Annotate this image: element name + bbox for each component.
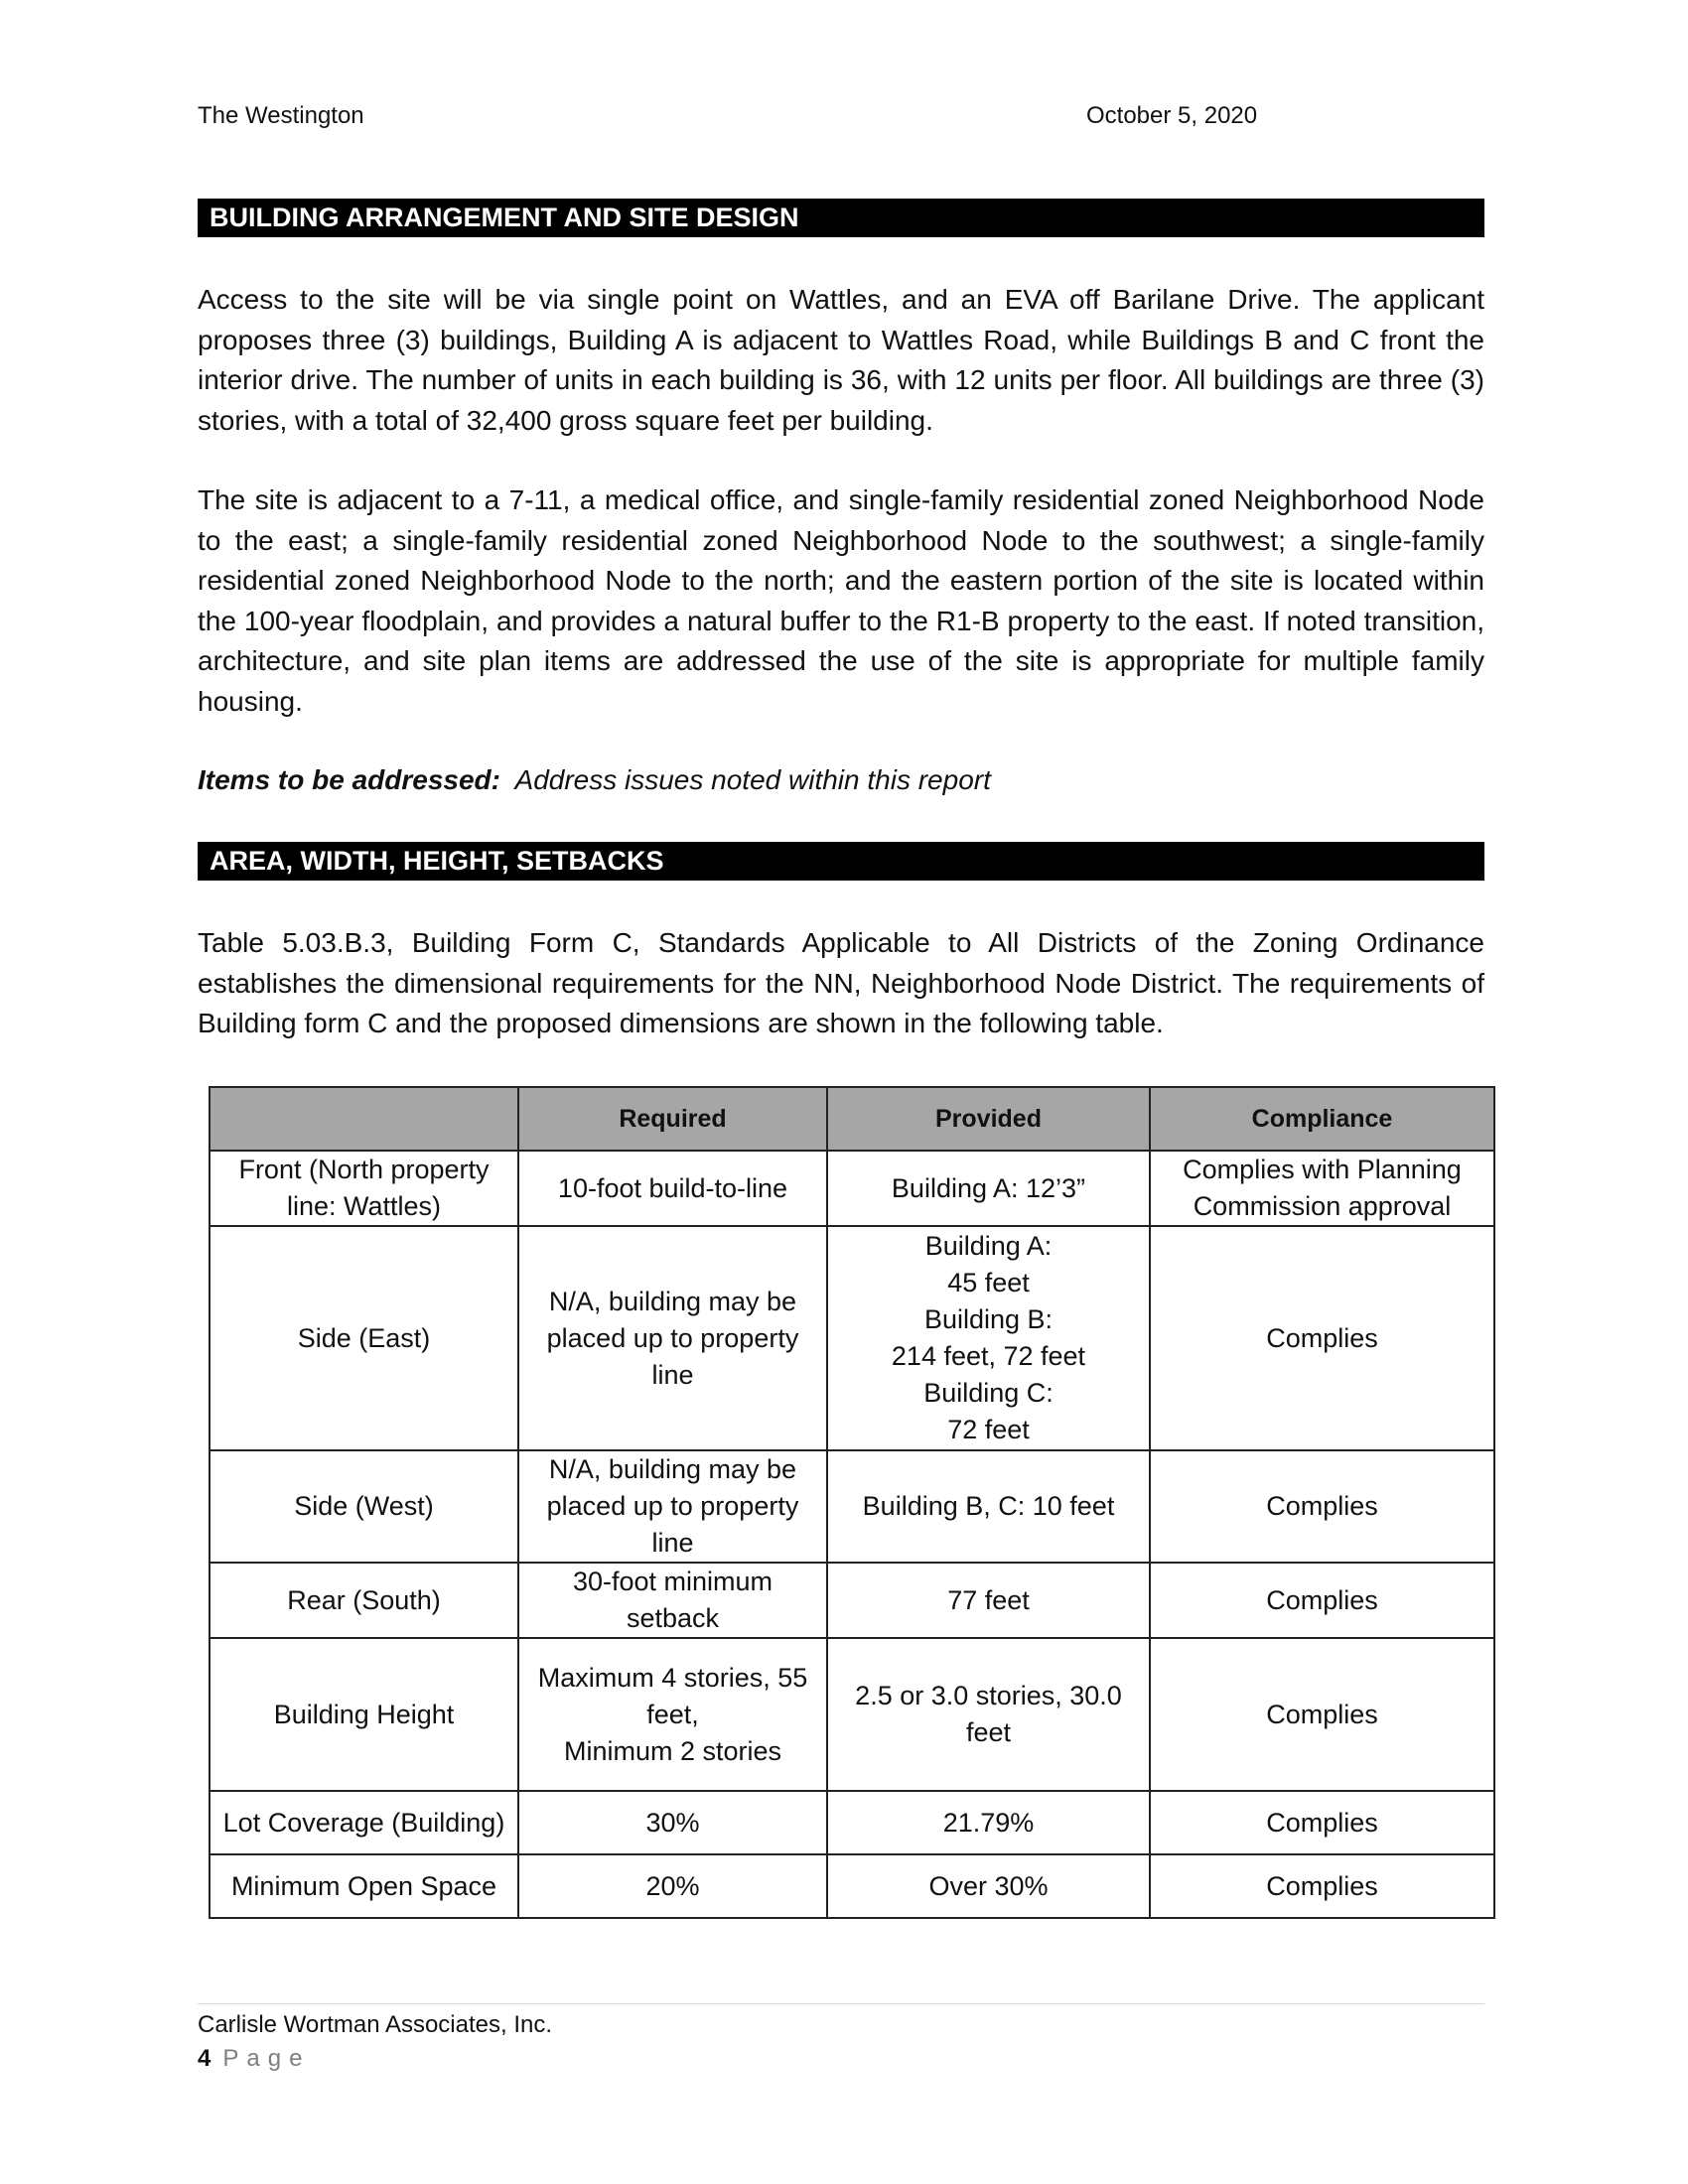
- paragraph-table-intro: Table 5.03.B.3, Building Form C, Standards Applicable to All Districts of the Zoning Ordinance establishes the dimensional requirements for the NN, Neighborhood Node District. The requirements of Building form C and the proposed dimensions are shown in the following table.: [198, 927, 1484, 1038]
- cell-text-line: Side (East): [297, 1322, 431, 1353]
- cell-text-line: Side (West): [294, 1491, 434, 1521]
- table-cell-provided: [827, 1151, 1150, 1226]
- cell-text-line: 20%: [645, 1870, 700, 1901]
- cell-text-line: Complies: [1266, 1491, 1378, 1521]
- cell-text-line: 72 feet: [947, 1415, 1030, 1444]
- items-text: Address issues noted within this report: [514, 764, 991, 795]
- cell-text-line: Building Height: [273, 1699, 455, 1729]
- table-cell-item: [210, 1450, 518, 1563]
- cell-text-line: 2.5 or 3.0 stories, 30.0: [855, 1681, 1122, 1710]
- table-cell-item: [210, 1151, 518, 1226]
- table-header-cell: Provided: [827, 1087, 1150, 1151]
- cell-text-line: 30%: [645, 1807, 700, 1838]
- table-cell-item: [210, 1638, 518, 1791]
- table-cell-required: [518, 1151, 827, 1226]
- cell-text-line: Rear (South): [287, 1584, 441, 1615]
- footer-page-number: [198, 2045, 310, 2073]
- table-row: [210, 1638, 1494, 1791]
- table-row: [210, 1791, 1494, 1854]
- cell-text-line: Complies: [1266, 1584, 1378, 1615]
- table-cell-required: [518, 1791, 827, 1854]
- table-cell-compliance: [1150, 1854, 1494, 1918]
- table-cell-compliance: [1150, 1791, 1494, 1854]
- table-cell-required: [518, 1638, 827, 1791]
- cell-text-line: Building A: 12’3”: [891, 1172, 1086, 1203]
- footer-divider: [198, 2003, 1484, 2004]
- items-label: Items to be addressed:: [198, 764, 500, 795]
- section-heading-building-arrangement: BUILDING ARRANGEMENT AND SITE DESIGN: [198, 199, 1484, 237]
- table-cell-required: [518, 1450, 827, 1563]
- table-row: [210, 1854, 1494, 1918]
- table-cell-item: [210, 1854, 518, 1918]
- table-cell-item: [210, 1226, 518, 1450]
- table-cell-required: [518, 1226, 827, 1450]
- table-header-cell: Required: [518, 1087, 827, 1151]
- items-to-be-addressed: [198, 764, 991, 796]
- cell-text-line: Complies: [1266, 1322, 1378, 1353]
- table-row: [210, 1563, 1494, 1638]
- cell-text-line: Lot Coverage (Building): [222, 1807, 505, 1838]
- cell-text-line: Complies with Planning: [1183, 1155, 1462, 1184]
- table-cell-compliance: [1150, 1563, 1494, 1638]
- cell-text-line: Commission approval: [1193, 1191, 1452, 1221]
- cell-text-line: feet: [965, 1717, 1012, 1747]
- table-cell-provided: [827, 1226, 1150, 1450]
- cell-text-line: Building B, C: 10 feet: [862, 1491, 1115, 1521]
- table-cell-required: [518, 1854, 827, 1918]
- cell-text-line: feet,: [646, 1699, 699, 1729]
- cell-text-line: Front (North property: [238, 1155, 490, 1184]
- cell-text-line: line: [651, 1528, 694, 1558]
- cell-text-line: placed up to property: [546, 1491, 799, 1521]
- cell-text-line: line: [651, 1359, 694, 1390]
- table-header-cell: Compliance: [1150, 1087, 1494, 1151]
- cell-text-line: N/A, building may be: [548, 1454, 797, 1484]
- cell-text-line: 30-foot minimum: [572, 1567, 774, 1596]
- paragraph-access: Access to the site will be via single point on Wattles, and an EVA off Barilane Drive. The applicant proposes three (3) buildings, Building A is adjacent to Wattles Road, while Buildings B and C front the interior drive. The number of units in each building is 36, with 12 units per floor. All buildings are three (3) stories, with a total of 32,400 gross square feet per building.: [198, 284, 1484, 436]
- cell-text-line: 77 feet: [947, 1584, 1030, 1615]
- cell-text-line: 45 feet: [947, 1268, 1030, 1297]
- document-header-date: October 5, 2020: [1086, 102, 1258, 129]
- cell-text-line: N/A, building may be: [548, 1286, 797, 1316]
- cell-text-line: setback: [626, 1603, 720, 1633]
- table-header-cell: [210, 1087, 518, 1151]
- table-row: [210, 1226, 1494, 1450]
- table-cell-provided: [827, 1563, 1150, 1638]
- dimensional-requirements-table: [209, 1086, 1495, 1919]
- cell-text-line: Building B:: [923, 1304, 1054, 1334]
- footer-company: Carlisle Wortman Associates, Inc.: [198, 2011, 553, 2038]
- table-cell-provided: [827, 1854, 1150, 1918]
- page-label: Page: [222, 2045, 311, 2072]
- table-cell-compliance: [1150, 1450, 1494, 1563]
- paragraph-adjacent-uses: The site is adjacent to a 7-11, a medical office, and single-family residential zoned Neighborhood Node to the east; a single-family residential zoned Neighborhood Node to the southwest; a single-family residential zoned Neighborhood Node to the north; and the eastern portion of the site is located within the 100-year floodplain, and provides a natural buffer to the R1-B property to the east. If noted transition, architecture, and site plan items are addressed the use of the site is appropriate for multiple family housing.: [198, 484, 1484, 717]
- cell-text-line: Over 30%: [928, 1870, 1049, 1901]
- table-header-row: [210, 1087, 1494, 1151]
- table-row: [210, 1151, 1494, 1226]
- table-cell-provided: [827, 1638, 1150, 1791]
- cell-text-line: Building A:: [924, 1231, 1053, 1261]
- cell-text-line: Complies: [1266, 1699, 1378, 1729]
- table-cell-compliance: [1150, 1638, 1494, 1791]
- table-cell-compliance: [1150, 1226, 1494, 1450]
- cell-text-line: Minimum 2 stories: [563, 1735, 782, 1766]
- cell-text-line: Minimum Open Space: [230, 1870, 497, 1901]
- table-cell-item: [210, 1791, 518, 1854]
- table-cell-provided: [827, 1450, 1150, 1563]
- table-cell-provided: [827, 1791, 1150, 1854]
- table-cell-required: [518, 1563, 827, 1638]
- table-row: [210, 1450, 1494, 1563]
- page-number: 4: [198, 2045, 211, 2072]
- cell-text-line: Maximum 4 stories, 55: [537, 1662, 808, 1693]
- cell-text-line: placed up to property: [546, 1322, 799, 1353]
- cell-text-line: Building C:: [923, 1378, 1054, 1408]
- cell-text-line: 10-foot build-to-line: [557, 1172, 788, 1203]
- document-header-title: The Westington: [198, 102, 364, 129]
- table-cell-item: [210, 1563, 518, 1638]
- table-cell-compliance: [1150, 1151, 1494, 1226]
- cell-text-line: Complies: [1266, 1870, 1378, 1901]
- cell-text-line: Complies: [1266, 1807, 1378, 1838]
- cell-text-line: line: Wattles): [286, 1191, 442, 1221]
- cell-text-line: 214 feet, 72 feet: [891, 1341, 1086, 1371]
- section-heading-area-width-height: AREA, WIDTH, HEIGHT, SETBACKS: [198, 842, 1484, 881]
- cell-text-line: 21.79%: [942, 1807, 1035, 1838]
